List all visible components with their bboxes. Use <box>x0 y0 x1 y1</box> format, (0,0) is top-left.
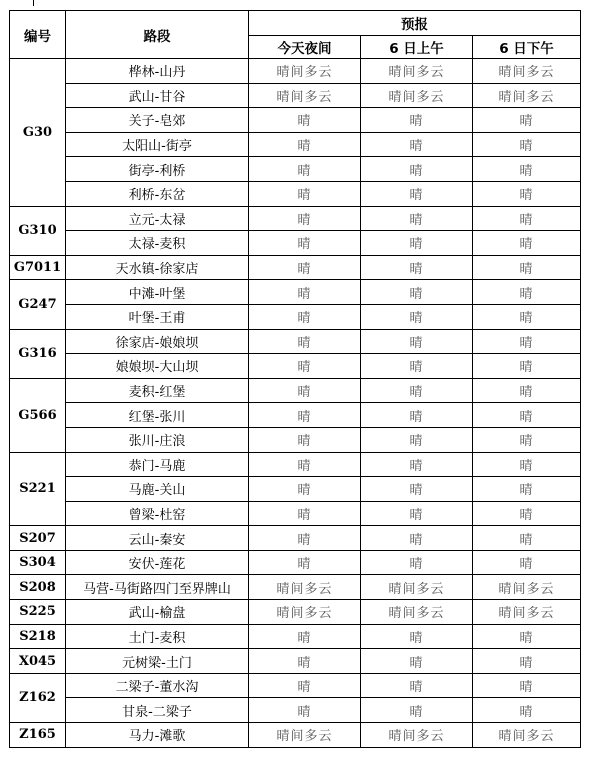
weather-cell: 晴 <box>473 181 581 206</box>
weather-cell: 晴 <box>473 649 581 674</box>
table-row <box>10 108 581 133</box>
route-code-cell: X045 <box>10 649 66 674</box>
weather-cell: 晴 <box>361 550 473 575</box>
weather-cell: 晴 <box>249 329 361 354</box>
weather-cell: 晴 <box>249 255 361 280</box>
road-segment-cell: 张川-庄浪 <box>66 427 249 452</box>
table-row <box>10 624 581 649</box>
table-row <box>10 600 581 625</box>
weather-cell: 晴间多云 <box>361 575 473 600</box>
weather-cell: 晴 <box>361 280 473 305</box>
header-segment: 路段 <box>66 11 249 59</box>
route-code-cell: S207 <box>10 526 66 551</box>
table-row <box>10 231 581 256</box>
weather-cell: 晴 <box>473 378 581 403</box>
weather-cell: 晴 <box>361 403 473 428</box>
table-row <box>10 673 581 698</box>
road-segment-cell: 叶堡-王甫 <box>66 304 249 329</box>
weather-cell: 晴 <box>249 181 361 206</box>
weather-cell: 晴 <box>361 378 473 403</box>
table-row <box>10 255 581 280</box>
table-row <box>10 354 581 379</box>
weather-cell: 晴 <box>361 526 473 551</box>
header-period-day6-morning: 6 日上午 <box>361 36 473 59</box>
weather-cell: 晴间多云 <box>249 59 361 84</box>
header-forecast: 预报 <box>249 11 581 36</box>
road-segment-cell: 太阳山-街亭 <box>66 132 249 157</box>
table-row <box>10 329 581 354</box>
road-segment-cell: 太禄-麦积 <box>66 231 249 256</box>
weather-cell: 晴 <box>249 477 361 502</box>
weather-cell: 晴 <box>249 206 361 231</box>
weather-cell: 晴 <box>249 231 361 256</box>
weather-cell: 晴间多云 <box>249 83 361 108</box>
weather-cell: 晴 <box>249 378 361 403</box>
road-segment-cell: 元树梁-土门 <box>66 649 249 674</box>
weather-cell: 晴间多云 <box>473 83 581 108</box>
weather-cell: 晴间多云 <box>473 59 581 84</box>
weather-cell: 晴 <box>361 649 473 674</box>
weather-cell: 晴间多云 <box>473 600 581 625</box>
road-segment-cell: 甘泉-二梁子 <box>66 698 249 723</box>
road-segment-cell: 马鹿-关山 <box>66 477 249 502</box>
weather-cell: 晴 <box>249 550 361 575</box>
weather-cell: 晴 <box>473 477 581 502</box>
weather-cell: 晴 <box>249 108 361 133</box>
route-code-cell: Z165 <box>10 723 66 748</box>
weather-cell: 晴 <box>473 304 581 329</box>
weather-cell: 晴 <box>361 329 473 354</box>
road-segment-cell: 武山-榆盘 <box>66 600 249 625</box>
route-code-cell: Z162 <box>10 673 66 722</box>
table-row <box>10 378 581 403</box>
weather-cell: 晴 <box>361 255 473 280</box>
road-segment-cell: 马营-马街路四门至界牌山 <box>66 575 249 600</box>
weather-cell: 晴 <box>473 550 581 575</box>
road-segment-cell: 立元-太禄 <box>66 206 249 231</box>
weather-cell: 晴间多云 <box>473 723 581 748</box>
weather-cell: 晴 <box>361 157 473 182</box>
table-row <box>10 698 581 723</box>
corner-tick-mark <box>33 0 34 6</box>
road-segment-cell: 二梁子-董水沟 <box>66 673 249 698</box>
table-row <box>10 181 581 206</box>
route-code-cell: S221 <box>10 452 66 526</box>
table-row <box>10 452 581 477</box>
weather-cell: 晴 <box>473 526 581 551</box>
route-code-cell: G310 <box>10 206 66 255</box>
table-row <box>10 280 581 305</box>
route-code-cell: S208 <box>10 575 66 600</box>
table-row <box>10 83 581 108</box>
weather-cell: 晴 <box>361 206 473 231</box>
weather-cell: 晴 <box>249 698 361 723</box>
weather-cell: 晴 <box>473 157 581 182</box>
table-row <box>10 427 581 452</box>
weather-cell: 晴 <box>361 698 473 723</box>
weather-cell: 晴 <box>249 354 361 379</box>
weather-cell: 晴 <box>473 108 581 133</box>
weather-cell: 晴 <box>249 132 361 157</box>
weather-cell: 晴 <box>473 132 581 157</box>
route-code-cell: G247 <box>10 280 66 329</box>
weather-cell: 晴 <box>473 354 581 379</box>
road-segment-cell: 云山-秦安 <box>66 526 249 551</box>
weather-cell: 晴 <box>473 427 581 452</box>
weather-cell: 晴 <box>473 624 581 649</box>
road-segment-cell: 曾梁-杜窑 <box>66 501 249 526</box>
header-period-tonight: 今天夜间 <box>249 36 361 59</box>
weather-cell: 晴 <box>361 304 473 329</box>
weather-cell: 晴 <box>249 427 361 452</box>
weather-cell: 晴 <box>473 280 581 305</box>
road-segment-cell: 土门-麦积 <box>66 624 249 649</box>
weather-cell: 晴间多云 <box>249 575 361 600</box>
weather-cell: 晴 <box>249 526 361 551</box>
table-row <box>10 206 581 231</box>
road-segment-cell: 恭门-马鹿 <box>66 452 249 477</box>
weather-cell: 晴 <box>473 231 581 256</box>
weather-cell: 晴 <box>249 157 361 182</box>
route-code-cell: S304 <box>10 550 66 575</box>
road-segment-cell: 关子-皂郊 <box>66 108 249 133</box>
weather-cell: 晴 <box>249 649 361 674</box>
weather-cell: 晴 <box>473 698 581 723</box>
weather-cell: 晴 <box>473 206 581 231</box>
weather-cell: 晴 <box>249 304 361 329</box>
header-period-day6-afternoon: 6 日下午 <box>473 36 581 59</box>
table-row <box>10 132 581 157</box>
road-segment-cell: 桦林-山丹 <box>66 59 249 84</box>
weather-cell: 晴间多云 <box>361 600 473 625</box>
weather-cell: 晴 <box>249 452 361 477</box>
table-row <box>10 501 581 526</box>
table-row <box>10 649 581 674</box>
weather-cell: 晴 <box>473 403 581 428</box>
weather-cell: 晴 <box>473 452 581 477</box>
weather-cell: 晴 <box>361 354 473 379</box>
table-body <box>10 59 581 748</box>
table-row <box>10 59 581 84</box>
weather-cell: 晴 <box>361 108 473 133</box>
table-row <box>10 477 581 502</box>
weather-cell: 晴间多云 <box>473 575 581 600</box>
road-segment-cell: 利桥-东岔 <box>66 181 249 206</box>
weather-cell: 晴 <box>361 231 473 256</box>
weather-cell: 晴间多云 <box>361 723 473 748</box>
road-segment-cell: 麦积-红堡 <box>66 378 249 403</box>
route-code-cell: G566 <box>10 378 66 452</box>
road-segment-cell: 街亭-利桥 <box>66 157 249 182</box>
table-row <box>10 575 581 600</box>
road-segment-cell: 马力-滩歌 <box>66 723 249 748</box>
weather-cell: 晴 <box>361 501 473 526</box>
route-code-cell: G7011 <box>10 255 66 280</box>
route-code-cell: G316 <box>10 329 66 378</box>
road-weather-forecast-table <box>9 10 581 748</box>
weather-cell: 晴 <box>361 673 473 698</box>
weather-cell: 晴 <box>361 427 473 452</box>
weather-cell: 晴 <box>473 329 581 354</box>
weather-cell: 晴 <box>361 452 473 477</box>
table-row <box>10 550 581 575</box>
weather-cell: 晴间多云 <box>249 723 361 748</box>
weather-cell: 晴 <box>249 403 361 428</box>
table-row <box>10 723 581 748</box>
road-segment-cell: 天水镇-徐家店 <box>66 255 249 280</box>
weather-cell: 晴间多云 <box>361 83 473 108</box>
table-row <box>10 304 581 329</box>
road-segment-cell: 中滩-叶堡 <box>66 280 249 305</box>
table-row <box>10 403 581 428</box>
weather-cell: 晴 <box>249 624 361 649</box>
road-segment-cell: 安伏-莲花 <box>66 550 249 575</box>
road-segment-cell: 徐家店-娘娘坝 <box>66 329 249 354</box>
weather-cell: 晴 <box>361 624 473 649</box>
weather-cell: 晴 <box>361 132 473 157</box>
road-segment-cell: 武山-甘谷 <box>66 83 249 108</box>
weather-cell: 晴 <box>473 501 581 526</box>
route-code-cell: S218 <box>10 624 66 649</box>
weather-cell: 晴 <box>473 673 581 698</box>
weather-cell: 晴 <box>473 255 581 280</box>
weather-cell: 晴 <box>249 673 361 698</box>
weather-cell: 晴 <box>361 477 473 502</box>
road-segment-cell: 红堡-张川 <box>66 403 249 428</box>
weather-cell: 晴 <box>249 280 361 305</box>
road-segment-cell: 娘娘坝-大山坝 <box>66 354 249 379</box>
weather-cell: 晴间多云 <box>249 600 361 625</box>
weather-cell: 晴 <box>361 181 473 206</box>
table-row <box>10 157 581 182</box>
route-code-cell: S225 <box>10 600 66 625</box>
weather-cell: 晴间多云 <box>361 59 473 84</box>
table-header <box>10 11 581 59</box>
header-code: 编号 <box>10 11 66 59</box>
weather-cell: 晴 <box>249 501 361 526</box>
table-row <box>10 526 581 551</box>
route-code-cell: G30 <box>10 59 66 207</box>
